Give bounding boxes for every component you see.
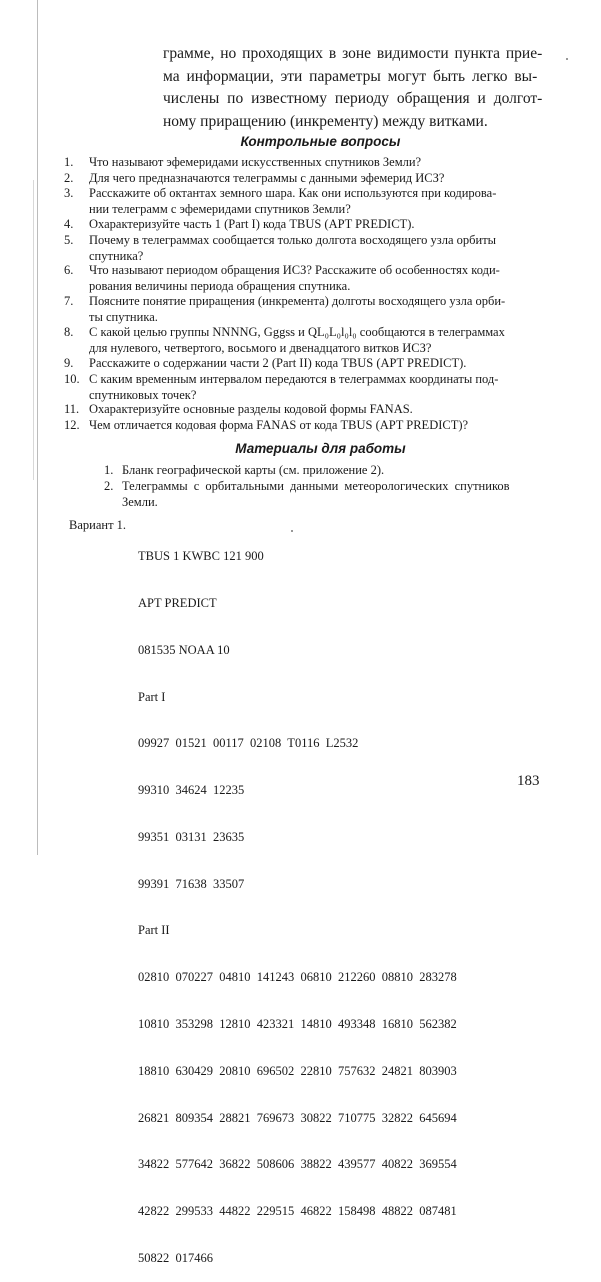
question-item (64, 418, 554, 434)
telegram-line: 99351 03131 23635 (138, 829, 245, 844)
binding-margin-shadow (33, 180, 34, 480)
telegram-line: 09927 01521 00117 02108 T0116 L2532 (138, 736, 359, 751)
telegram-line: 02810 070227 04810 141243 06810 212260 08810 283278 (138, 970, 457, 985)
telegram-line: 26821 809354 28821 769673 30822 710775 32822 645694 (138, 1110, 457, 1125)
material-text: Бланк географической карты (см. приложение 2). (122, 463, 385, 477)
material-number: 1. (104, 463, 114, 477)
scan-speck (291, 530, 293, 532)
telegram-line: 10810 353298 12810 423321 14810 493348 16810 562382 (138, 1017, 457, 1031)
question-number: 9. (64, 356, 74, 370)
questions-heading: Контрольные вопросы (240, 134, 401, 149)
question-text: рования величины периода обращения спутника. (89, 278, 351, 293)
telegram-line: 18810 630429 20810 696502 22810 757632 24821 803903 (138, 1063, 457, 1078)
telegram-line: Part II (138, 923, 170, 938)
question-item (64, 325, 554, 356)
question-item (64, 372, 554, 403)
question-number: 4. (64, 217, 74, 231)
binding-margin-line (37, 0, 38, 855)
material-number: 2. (104, 479, 114, 493)
question-text: Охарактеризуйте часть 1 (Part I) кода TBUS (APT PREDICT). (89, 217, 415, 231)
question-number: 6. (64, 263, 74, 277)
material-text: Земли. (122, 494, 158, 509)
material-text: Телеграммы с орбитальными данными метеорологических спутников (122, 479, 510, 493)
question-item (64, 217, 554, 233)
telegram-line: Part I (138, 689, 166, 704)
question-text: Расскажите о содержании части 2 (Part II) кода TBUS (APT PREDICT). (89, 356, 467, 370)
telegram-line: APT PREDICT (138, 595, 217, 610)
question-text: Поясните понятие приращения (инкремента) долготы восходящего узла орби- (89, 294, 506, 308)
question-item (64, 186, 554, 217)
question-text: Охарактеризуйте основные разделы кодовой формы FANAS. (89, 402, 413, 416)
variant-label: Вариант 1. (69, 518, 127, 532)
material-item (104, 463, 554, 479)
question-number: 11. (64, 402, 80, 416)
question-text: Почему в телеграммах сообщается только долгота восходящего узла орбиты (89, 233, 497, 247)
intro-line: ному приращению (инкременту) между витками. (163, 112, 488, 130)
question-item (64, 233, 554, 264)
question-number: 10. (64, 372, 80, 386)
question-item (64, 263, 554, 294)
question-text: для нулевого, четвертого, восьмого и двенадцатого витков ИСЗ? (89, 340, 432, 355)
question-item (64, 294, 554, 325)
intro-line: грамме, но проходящих в зоне видимости пункта прие- (163, 45, 543, 62)
question-item (64, 402, 554, 418)
question-text: С каким временным интервалом передаются в телеграммах координаты под- (89, 372, 499, 386)
question-item (64, 171, 554, 187)
question-number: 12. (64, 418, 80, 432)
question-text: Что называют эфемеридами искусственных спутников Земли? (89, 155, 422, 169)
question-text: Чем отличается кодовая форма FANAS от кода TBUS (APT PREDICT)? (89, 418, 469, 432)
telegram-line: 99391 71638 33507 (138, 876, 245, 891)
question-text: ты спутника. (89, 309, 158, 324)
question-number: 5. (64, 233, 74, 247)
question-text: нии телеграмм с эфемеридами спутников Земли? (89, 201, 351, 216)
telegram-line: 34822 577642 36822 508606 38822 439577 40822 369554 (138, 1157, 457, 1172)
telegram-line: TBUS 1 KWBC 121 900 (138, 549, 264, 564)
question-text: спутниковых точек? (89, 387, 197, 402)
question-item (64, 356, 554, 372)
page-number: 183 (517, 773, 540, 789)
telegram-line: 081535 NOAA 10 (138, 642, 230, 657)
intro-paragraph (163, 43, 553, 133)
question-text: спутника? (89, 248, 144, 263)
intro-line: ма информации, эти параметры могут быть легко вы- (163, 67, 538, 85)
materials-heading: Материалы для работы (235, 441, 406, 456)
telegram-line: 99310 34624 12235 (138, 783, 245, 798)
scan-speck (566, 58, 568, 60)
question-number: 7. (64, 294, 74, 308)
intro-line: числены по известному периоду обращения и долгот- (163, 90, 543, 107)
telegram-block (138, 518, 457, 1282)
question-text: Расскажите об октантах земного шара. Как они используются при кодирова- (89, 186, 497, 200)
telegram-line: 50822 017466 (138, 1250, 213, 1265)
question-number: 2. (64, 171, 74, 185)
question-text: Что называют периодом обращения ИСЗ? Расскажите об особенностях коди- (89, 263, 500, 277)
question-text: С какой целью группы NNNNG, Gggss и QL₀L₀l₀l₀ сообщаются в телеграммах (89, 325, 505, 339)
question-text: Для чего предназначаются телеграммы с данными эфемерид ИСЗ? (89, 171, 445, 185)
question-number: 8. (64, 325, 74, 339)
question-number: 3. (64, 186, 74, 200)
material-item (104, 479, 554, 510)
telegram-line: 42822 299533 44822 229515 46822 158498 48822 087481 (138, 1204, 457, 1219)
question-number: 1. (64, 155, 74, 169)
question-item (64, 155, 554, 171)
